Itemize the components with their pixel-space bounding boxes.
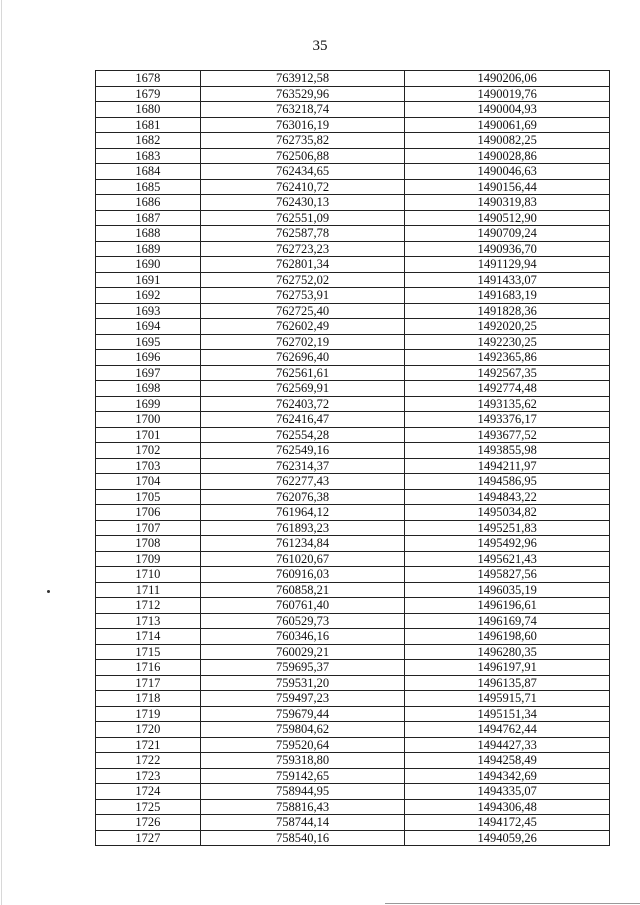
point-number-cell: 1694	[96, 319, 201, 335]
point-number-cell: 1722	[96, 753, 201, 769]
y-coordinate-cell: 1492365,86	[405, 350, 610, 366]
x-coordinate-cell: 762434,65	[200, 164, 405, 180]
point-number-cell: 1698	[96, 381, 201, 397]
table-row	[96, 505, 610, 521]
y-coordinate-cell: 1494843,22	[405, 489, 610, 505]
x-coordinate-cell: 760029,21	[200, 644, 405, 660]
table-row	[96, 350, 610, 366]
x-coordinate-cell: 759142,65	[200, 768, 405, 784]
x-coordinate-cell: 763529,96	[200, 86, 405, 102]
x-coordinate-cell: 763016,19	[200, 117, 405, 133]
x-coordinate-cell: 763912,58	[200, 71, 405, 87]
point-number-cell: 1693	[96, 303, 201, 319]
point-number-cell: 1680	[96, 102, 201, 118]
y-coordinate-cell: 1491828,36	[405, 303, 610, 319]
table-row	[96, 272, 610, 288]
table-row	[96, 691, 610, 707]
x-coordinate-cell: 762735,82	[200, 133, 405, 149]
x-coordinate-cell: 762549,16	[200, 443, 405, 459]
y-coordinate-cell: 1495621,43	[405, 551, 610, 567]
point-number-cell: 1700	[96, 412, 201, 428]
table-row	[96, 102, 610, 118]
point-number-cell: 1713	[96, 613, 201, 629]
y-coordinate-cell: 1494335,07	[405, 784, 610, 800]
point-number-cell: 1717	[96, 675, 201, 691]
y-coordinate-cell: 1490028,86	[405, 148, 610, 164]
table-row	[96, 396, 610, 412]
y-coordinate-cell: 1494172,45	[405, 815, 610, 831]
point-number-cell: 1705	[96, 489, 201, 505]
x-coordinate-cell: 762702,19	[200, 334, 405, 350]
y-coordinate-cell: 1494427,33	[405, 737, 610, 753]
point-number-cell: 1723	[96, 768, 201, 784]
x-coordinate-cell: 759804,62	[200, 722, 405, 738]
point-number-cell: 1703	[96, 458, 201, 474]
point-number-cell: 1716	[96, 660, 201, 676]
bottom-edge-line	[385, 903, 640, 904]
x-coordinate-cell: 760916,03	[200, 567, 405, 583]
y-coordinate-cell: 1493855,98	[405, 443, 610, 459]
x-coordinate-cell: 759497,23	[200, 691, 405, 707]
table-row	[96, 474, 610, 490]
y-coordinate-cell: 1495915,71	[405, 691, 610, 707]
x-coordinate-cell: 759520,64	[200, 737, 405, 753]
table-row	[96, 226, 610, 242]
table-row	[96, 520, 610, 536]
x-coordinate-cell: 762314,37	[200, 458, 405, 474]
point-number-cell: 1708	[96, 536, 201, 552]
x-coordinate-cell: 760858,21	[200, 582, 405, 598]
y-coordinate-cell: 1492567,35	[405, 365, 610, 381]
y-coordinate-cell: 1493135,62	[405, 396, 610, 412]
x-coordinate-cell: 761234,84	[200, 536, 405, 552]
y-coordinate-cell: 1490512,90	[405, 210, 610, 226]
y-coordinate-cell: 1490061,69	[405, 117, 610, 133]
scan-edge-shadow	[1, 0, 2, 905]
y-coordinate-cell: 1494342,69	[405, 768, 610, 784]
y-coordinate-cell: 1496196,61	[405, 598, 610, 614]
y-coordinate-cell: 1494762,44	[405, 722, 610, 738]
table-row	[96, 551, 610, 567]
table-row	[96, 815, 610, 831]
x-coordinate-cell: 762587,78	[200, 226, 405, 242]
x-coordinate-cell: 762602,49	[200, 319, 405, 335]
x-coordinate-cell: 762752,02	[200, 272, 405, 288]
x-coordinate-cell: 762801,34	[200, 257, 405, 273]
x-coordinate-cell: 760761,40	[200, 598, 405, 614]
table-row	[96, 210, 610, 226]
table-row	[96, 629, 610, 645]
point-number-cell: 1719	[96, 706, 201, 722]
y-coordinate-cell: 1491683,19	[405, 288, 610, 304]
y-coordinate-cell: 1492230,25	[405, 334, 610, 350]
x-coordinate-cell: 759679,44	[200, 706, 405, 722]
x-coordinate-cell: 762506,88	[200, 148, 405, 164]
table-row	[96, 753, 610, 769]
y-coordinate-cell: 1490319,83	[405, 195, 610, 211]
point-number-cell: 1683	[96, 148, 201, 164]
x-coordinate-cell: 762277,43	[200, 474, 405, 490]
y-coordinate-cell: 1490004,93	[405, 102, 610, 118]
table-row	[96, 737, 610, 753]
x-coordinate-cell: 758816,43	[200, 799, 405, 815]
point-number-cell: 1701	[96, 427, 201, 443]
y-coordinate-cell: 1494258,49	[405, 753, 610, 769]
y-coordinate-cell: 1496280,35	[405, 644, 610, 660]
point-number-cell: 1696	[96, 350, 201, 366]
point-number-cell: 1697	[96, 365, 201, 381]
coordinates-table-body	[96, 71, 610, 846]
y-coordinate-cell: 1490936,70	[405, 241, 610, 257]
table-row	[96, 536, 610, 552]
point-number-cell: 1725	[96, 799, 201, 815]
y-coordinate-cell: 1493376,17	[405, 412, 610, 428]
x-coordinate-cell: 763218,74	[200, 102, 405, 118]
table-row	[96, 164, 610, 180]
y-coordinate-cell: 1496035,19	[405, 582, 610, 598]
y-coordinate-cell: 1490082,25	[405, 133, 610, 149]
table-row	[96, 489, 610, 505]
coordinates-table	[95, 70, 610, 846]
table-row	[96, 784, 610, 800]
point-number-cell: 1682	[96, 133, 201, 149]
y-coordinate-cell: 1495492,96	[405, 536, 610, 552]
y-coordinate-cell: 1490046,63	[405, 164, 610, 180]
point-number-cell: 1704	[96, 474, 201, 490]
table-row	[96, 768, 610, 784]
table-row	[96, 319, 610, 335]
table-row	[96, 86, 610, 102]
x-coordinate-cell: 759695,37	[200, 660, 405, 676]
point-number-cell: 1691	[96, 272, 201, 288]
point-number-cell: 1726	[96, 815, 201, 831]
y-coordinate-cell: 1496169,74	[405, 613, 610, 629]
table-row	[96, 381, 610, 397]
x-coordinate-cell: 761893,23	[200, 520, 405, 536]
x-coordinate-cell: 762725,40	[200, 303, 405, 319]
table-row	[96, 582, 610, 598]
point-number-cell: 1687	[96, 210, 201, 226]
point-number-cell: 1724	[96, 784, 201, 800]
x-coordinate-cell: 762723,23	[200, 241, 405, 257]
point-number-cell: 1686	[96, 195, 201, 211]
table-row	[96, 148, 610, 164]
point-number-cell: 1714	[96, 629, 201, 645]
point-number-cell: 1684	[96, 164, 201, 180]
table-row	[96, 427, 610, 443]
table-row	[96, 117, 610, 133]
table-row	[96, 706, 610, 722]
x-coordinate-cell: 760529,73	[200, 613, 405, 629]
table-row	[96, 288, 610, 304]
y-coordinate-cell: 1490019,76	[405, 86, 610, 102]
page-number: 35	[312, 38, 328, 54]
table-row	[96, 675, 610, 691]
y-coordinate-cell: 1490709,24	[405, 226, 610, 242]
y-coordinate-cell: 1492774,48	[405, 381, 610, 397]
point-number-cell: 1712	[96, 598, 201, 614]
x-coordinate-cell: 762561,61	[200, 365, 405, 381]
table-row	[96, 598, 610, 614]
y-coordinate-cell: 1490206,06	[405, 71, 610, 87]
x-coordinate-cell: 762430,13	[200, 195, 405, 211]
point-number-cell: 1678	[96, 71, 201, 87]
y-coordinate-cell: 1492020,25	[405, 319, 610, 335]
point-number-cell: 1721	[96, 737, 201, 753]
table-row	[96, 567, 610, 583]
x-coordinate-cell: 761964,12	[200, 505, 405, 521]
table-row	[96, 195, 610, 211]
point-number-cell: 1699	[96, 396, 201, 412]
point-number-cell: 1709	[96, 551, 201, 567]
table-row	[96, 257, 610, 273]
x-coordinate-cell: 762753,91	[200, 288, 405, 304]
point-number-cell: 1685	[96, 179, 201, 195]
y-coordinate-cell: 1491433,07	[405, 272, 610, 288]
y-coordinate-cell: 1496135,87	[405, 675, 610, 691]
x-coordinate-cell: 758944,95	[200, 784, 405, 800]
point-number-cell: 1695	[96, 334, 201, 350]
x-coordinate-cell: 760346,16	[200, 629, 405, 645]
y-coordinate-cell: 1494306,48	[405, 799, 610, 815]
point-number-cell: 1707	[96, 520, 201, 536]
table-row	[96, 613, 610, 629]
point-number-cell: 1690	[96, 257, 201, 273]
y-coordinate-cell: 1496198,60	[405, 629, 610, 645]
y-coordinate-cell: 1495827,56	[405, 567, 610, 583]
x-coordinate-cell: 762076,38	[200, 489, 405, 505]
point-number-cell: 1688	[96, 226, 201, 242]
table-row	[96, 71, 610, 87]
table-row	[96, 133, 610, 149]
table-row	[96, 830, 610, 846]
x-coordinate-cell: 761020,67	[200, 551, 405, 567]
y-coordinate-cell: 1495151,34	[405, 706, 610, 722]
y-coordinate-cell: 1494211,97	[405, 458, 610, 474]
x-coordinate-cell: 762569,91	[200, 381, 405, 397]
point-number-cell: 1718	[96, 691, 201, 707]
table-row	[96, 241, 610, 257]
point-number-cell: 1702	[96, 443, 201, 459]
x-coordinate-cell: 758540,16	[200, 830, 405, 846]
point-number-cell: 1679	[96, 86, 201, 102]
x-coordinate-cell: 762554,28	[200, 427, 405, 443]
x-coordinate-cell: 762416,47	[200, 412, 405, 428]
point-number-cell: 1727	[96, 830, 201, 846]
point-number-cell: 1710	[96, 567, 201, 583]
table-row	[96, 660, 610, 676]
x-coordinate-cell: 759318,80	[200, 753, 405, 769]
y-coordinate-cell: 1495034,82	[405, 505, 610, 521]
table-row	[96, 443, 610, 459]
x-coordinate-cell: 762696,40	[200, 350, 405, 366]
y-coordinate-cell: 1496197,91	[405, 660, 610, 676]
point-number-cell: 1711	[96, 582, 201, 598]
table-row	[96, 179, 610, 195]
point-number-cell: 1689	[96, 241, 201, 257]
point-number-cell: 1720	[96, 722, 201, 738]
y-coordinate-cell: 1494059,26	[405, 830, 610, 846]
table-row	[96, 799, 610, 815]
y-coordinate-cell: 1493677,52	[405, 427, 610, 443]
x-coordinate-cell: 762410,72	[200, 179, 405, 195]
table-row	[96, 644, 610, 660]
table-row	[96, 458, 610, 474]
y-coordinate-cell: 1490156,44	[405, 179, 610, 195]
point-number-cell: 1681	[96, 117, 201, 133]
point-number-cell: 1706	[96, 505, 201, 521]
y-coordinate-cell: 1495251,83	[405, 520, 610, 536]
table-row	[96, 365, 610, 381]
x-coordinate-cell: 759531,20	[200, 675, 405, 691]
point-number-cell: 1692	[96, 288, 201, 304]
x-coordinate-cell: 758744,14	[200, 815, 405, 831]
table-row	[96, 412, 610, 428]
y-coordinate-cell: 1494586,95	[405, 474, 610, 490]
x-coordinate-cell: 762551,09	[200, 210, 405, 226]
x-coordinate-cell: 762403,72	[200, 396, 405, 412]
table-row	[96, 334, 610, 350]
y-coordinate-cell: 1491129,94	[405, 257, 610, 273]
table-row	[96, 303, 610, 319]
scan-speck	[47, 590, 50, 593]
point-number-cell: 1715	[96, 644, 201, 660]
table-row	[96, 722, 610, 738]
